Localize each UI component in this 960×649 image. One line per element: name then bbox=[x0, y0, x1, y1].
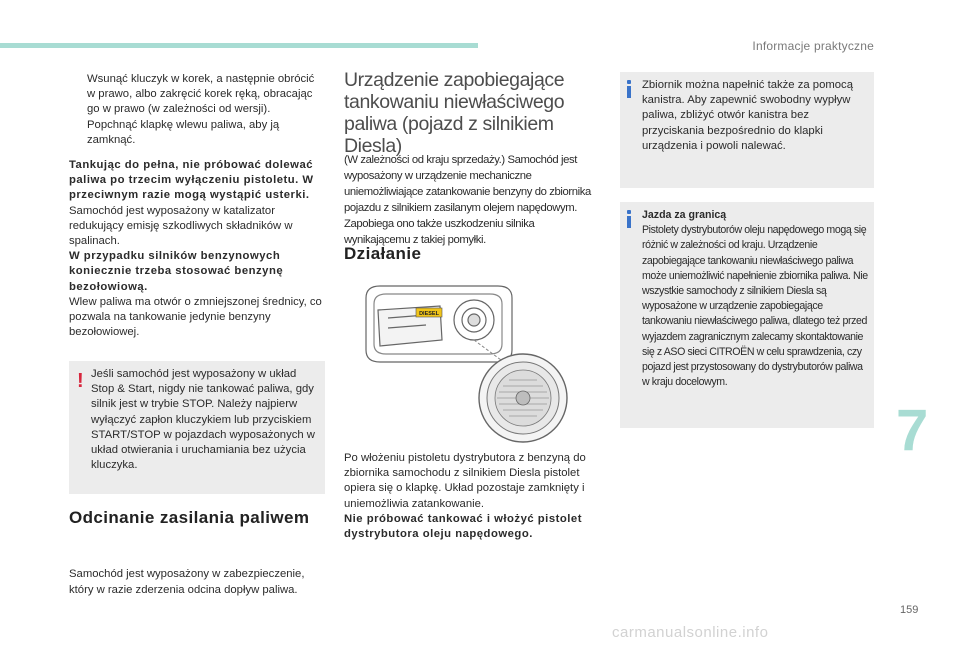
bullet-text: Wsunąć kluczyk w korek, a następnie obrócić w prawo, albo zakręcić korek ręką, obracając go w prawo (w zależności od wersji). bbox=[87, 73, 315, 116]
filler-text: Wlew paliwa ma otwór o zmniejszonej średnicy, co pozwala na tankowanie jedynie benzyny bezołowiowej. bbox=[69, 295, 322, 339]
watermark: carmanualsonline.info bbox=[612, 624, 769, 641]
bullet-icon bbox=[69, 118, 87, 148]
misfuel-intro: (W zależności od kraju sprzedaży.) Samochód jest wyposażony w urządzenie mechaniczne uniemożliwiające zatankowanie benzyny do zbiornika pojazdu z silnikiem zasilanym olejem napędowym. Zapobiega ono także uszkodzeniu silnika wynikającemu z takiej pomyłki. bbox=[344, 154, 591, 247]
fuel-cutoff-heading: Odcinanie zasilania paliwem bbox=[69, 508, 310, 527]
operation-text-block bbox=[344, 451, 602, 542]
column-1 bbox=[69, 72, 325, 340]
info-text: Zbiornik można napełnić także za pomocą kanistra. Aby zapewnić swobodny wypływ paliwa, zbliżyć otwór kanistra bez przyciskania bezpośrednio do klapki urządzenia i powoli nalewać. bbox=[642, 79, 853, 152]
warning-text: Jeśli samochód jest wyposażony w układ Stop & Start, nigdy nie tankować paliwa, gdy silnik jest w trybie STOP. Należy najpierw wyłączyć zapłon kluczykiem lub przyciskiem START/STOP w pojazdach wyposażonych w układ otwierania i uruchamiania bez użycia kluczyka. bbox=[91, 368, 315, 472]
misfuel-title: Urządzenie zapobiegające tankowaniu niewłaściwego paliwa (pojazd z silnikiem Diesla) bbox=[344, 69, 565, 157]
header-accent-bar bbox=[0, 43, 478, 48]
fuel-flap-drawing bbox=[366, 286, 512, 362]
info-icon bbox=[626, 210, 632, 228]
unleaded-bold: W przypadku silników benzynowych koniecznie trzeba stosować benzynę bezołowiową. bbox=[69, 250, 284, 293]
warning-icon: ! bbox=[77, 370, 84, 392]
catalyst-text: Samochód jest wyposażony w katalizator redukujący emisję szkodliwych składników w spalinach. bbox=[69, 204, 293, 248]
fuel-cutoff-text: Samochód jest wyposażony w zabezpieczenie, który w razie zderzenia odcina dopływ paliwa. bbox=[69, 568, 305, 596]
list-item bbox=[69, 118, 325, 148]
warning-box bbox=[69, 361, 325, 494]
info-abroad-content bbox=[642, 208, 870, 390]
info-box-abroad bbox=[620, 202, 874, 428]
page-number: 159 bbox=[900, 604, 919, 616]
bullet-text: Popchnąć klapkę wlewu paliwa, aby ją zamknąć. bbox=[87, 118, 280, 146]
info-box-canister bbox=[620, 72, 874, 188]
info-icon bbox=[626, 80, 632, 98]
operation-text: Po włożeniu pistoletu dystrybutora z benzyną do zbiornika samochodu z silnikiem Diesla pistolet opiera się o klapkę. Układ pozostaje zamknięty i uniemożliwia zatankowanie. bbox=[344, 452, 586, 510]
bullet-icon bbox=[69, 72, 87, 118]
chapter-number: 7 bbox=[896, 398, 929, 463]
list-item bbox=[69, 72, 325, 118]
refuel-warning-bold: Tankując do pełna, nie próbować dolewać paliwa po trzecim wyłączeniu pistoletu. W przeciwnym razie mogą wystąpić usterki. bbox=[69, 159, 314, 202]
operation-bold: Nie próbować tankować i włożyć pistolet dystrybutora oleju napędowego. bbox=[344, 512, 582, 541]
fuel-filler-illustration bbox=[356, 280, 596, 445]
operation-heading: Działanie bbox=[344, 244, 422, 263]
info-abroad-title: Jazda za granicą bbox=[642, 209, 727, 221]
section-title: Informacje praktyczne bbox=[752, 39, 874, 53]
insert-closeup-drawing bbox=[479, 354, 567, 442]
info-abroad-text: Pistolety dystrybutorów oleju napędowego mogą się różnić w zależności od kraju. Urządzenie zapobiegające tankowaniu niewłaściwego paliwa może uniemożliwić napełnienie zbiornika paliwa. Nie wszystkie samochody z silnikiem Diesla są wyposażone w urządzenie zapobiegające tankowaniu niewłaściwego paliwa, dlatego też przed wyjazdem zagranicznym zalecamy skontaktowanie się z ASO sieci CITROËN w celu sprawdzenia, czy pojazd jest przystosowany do dystrybutorów paliwa w kraju docelowym. bbox=[642, 224, 868, 389]
diesel-label: DIESEL bbox=[419, 311, 439, 317]
